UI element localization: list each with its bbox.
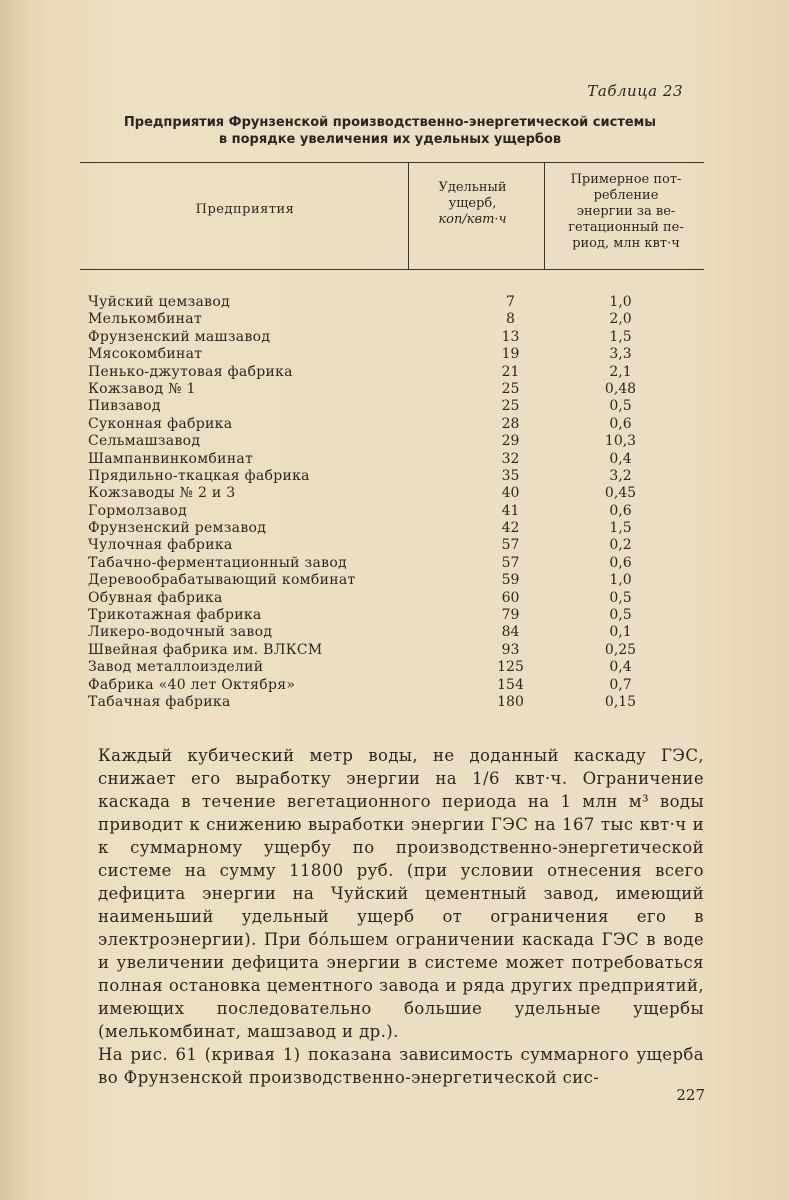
table-row: [88, 485, 708, 502]
table-row: [88, 433, 708, 450]
table-row: [88, 555, 708, 572]
table-row: [88, 468, 708, 485]
specific-damage: 154: [497, 676, 524, 693]
header-consumption-line-1: Примерное пот-: [570, 172, 682, 187]
table-row: [88, 381, 708, 398]
table-row: [88, 503, 708, 520]
enterprise-name: Обувная фабрика: [88, 589, 223, 606]
energy-consumption: 2,0: [609, 311, 632, 328]
specific-damage: 57: [501, 554, 520, 571]
table-row: [88, 659, 708, 676]
energy-consumption: 0,6: [609, 415, 632, 432]
specific-damage: 7: [506, 294, 515, 310]
specific-damage: 41: [501, 502, 520, 519]
caption-line-2: в порядке увеличения их удельных ущербов: [218, 132, 562, 147]
table-row: [88, 520, 708, 537]
specific-damage: 25: [501, 398, 520, 415]
enterprise-name: Шампанвинкомбинат: [88, 450, 254, 467]
energy-consumption: 0,5: [609, 398, 632, 415]
table-row: [88, 398, 708, 415]
enterprise-name: Завод металлоизделий: [88, 659, 264, 676]
page-number: 227: [676, 1086, 705, 1104]
enterprise-name: Чулочная фабрика: [88, 537, 233, 554]
column-divider-2: [544, 163, 545, 269]
table-number: Таблица 23: [587, 82, 683, 100]
specific-damage: 35: [501, 467, 520, 484]
table-row: [88, 364, 708, 381]
energy-consumption: 1,0: [609, 294, 632, 310]
enterprise-name: Табачно-ферментационный завод: [88, 554, 347, 571]
table-row: [88, 642, 708, 659]
header-consumption-line-3: энергии за ве-: [576, 204, 676, 219]
energy-consumption: 1,5: [609, 328, 632, 345]
paragraph-1: [98, 744, 704, 1043]
table-top-rule: [80, 162, 704, 163]
energy-consumption: 0,48: [604, 380, 637, 397]
column-divider-1: [408, 163, 409, 269]
enterprise-name: Чуйский цемзавод: [88, 294, 230, 310]
specific-damage: 19: [501, 346, 520, 363]
table-row: [88, 677, 708, 694]
energy-consumption: 0,7: [609, 676, 632, 693]
specific-damage: 125: [497, 659, 524, 676]
enterprise-name: Пенько-джутовая фабрика: [88, 363, 293, 380]
energy-consumption: 0,4: [609, 450, 632, 467]
specific-damage: 60: [501, 589, 520, 606]
paragraph-2-text: На рис. 61 (кривая 1) показана зависимость суммарного ущерба во Фрунзенской производственно-энергетической сис-: [98, 1045, 704, 1087]
enterprise-name: Кожзаводы № 2 и 3: [88, 485, 236, 502]
table-row: [88, 590, 708, 607]
specific-damage: 84: [501, 624, 520, 641]
enterprise-name: Суконная фабрика: [88, 415, 233, 432]
enterprise-name: Фрунзенский ремзавод: [88, 520, 267, 537]
energy-consumption: 0,2: [609, 537, 632, 554]
enterprise-name: Ликеро-водочный завод: [88, 624, 273, 641]
table-body: [88, 294, 708, 711]
energy-consumption: 3,2: [609, 467, 632, 484]
specific-damage: 25: [501, 380, 520, 397]
energy-consumption: 10,3: [604, 433, 637, 450]
header-consumption-line-2: ребление: [593, 188, 659, 203]
specific-damage: 59: [501, 572, 520, 589]
table-row: [88, 416, 708, 433]
header-damage: [410, 180, 535, 228]
enterprise-name: Мелькомбинат: [88, 311, 202, 328]
energy-consumption: 0,5: [609, 607, 632, 624]
specific-damage: 21: [501, 363, 520, 380]
table-row: [88, 451, 708, 468]
enterprise-name: Трикотажная фабрика: [88, 607, 262, 624]
enterprise-name: Мясокомбинат: [88, 346, 203, 363]
specific-damage: 57: [501, 537, 520, 554]
table-row: [88, 572, 708, 589]
table-row: [88, 311, 708, 328]
specific-damage: 28: [501, 415, 520, 432]
header-damage-line-3: коп/квт·ч: [438, 212, 507, 227]
table-caption: [80, 114, 700, 148]
header-damage-line-1: Удельный: [438, 180, 507, 195]
enterprise-name: Гормолзавод: [88, 502, 188, 519]
table-row: [88, 346, 708, 363]
energy-consumption: 0,45: [604, 485, 637, 502]
enterprise-name: Пивзавод: [88, 398, 161, 415]
enterprise-name: Табачная фабрика: [88, 693, 231, 710]
specific-damage: 13: [501, 328, 520, 345]
header-consumption-line-5: риод, млн квт·ч: [572, 236, 680, 251]
specific-damage: 32: [501, 450, 520, 467]
specific-damage: 29: [501, 433, 520, 450]
enterprise-name: Сельмашзавод: [88, 433, 201, 450]
energy-consumption: 0,1: [609, 624, 632, 641]
energy-consumption: 0,6: [609, 502, 632, 519]
header-damage-line-2: ущерб,: [448, 196, 497, 211]
energy-consumption: 2,1: [609, 363, 632, 380]
enterprise-name: Фрунзенский машзавод: [88, 328, 271, 345]
enterprise-name: Прядильно-ткацкая фабрика: [88, 467, 310, 484]
specific-damage: 93: [501, 641, 520, 658]
energy-consumption: 1,0: [609, 572, 632, 589]
specific-damage: 79: [501, 607, 520, 624]
specific-damage: 8: [506, 311, 515, 328]
paragraph-2: [98, 1043, 704, 1089]
enterprise-name: Швейная фабрика им. ВЛКСМ: [88, 641, 323, 658]
enterprise-name: Кожзавод № 1: [88, 380, 196, 397]
body-text: [98, 744, 704, 1089]
header-enterprise: Предприятия: [195, 202, 295, 217]
enterprise-name: Деревообрабатывающий комбинат: [88, 572, 356, 589]
energy-consumption: 3,3: [609, 346, 632, 363]
table-row: [88, 607, 708, 624]
table-row: [88, 624, 708, 641]
specific-damage: 42: [501, 520, 520, 537]
specific-damage: 40: [501, 485, 520, 502]
energy-consumption: 0,6: [609, 554, 632, 571]
header-consumption-line-4: гетационный пе-: [568, 220, 684, 235]
energy-consumption: 0,15: [604, 693, 637, 710]
energy-consumption: 0,4: [609, 659, 632, 676]
table-row: [88, 694, 708, 711]
table-header-rule: [80, 269, 704, 270]
paragraph-1-text: Каждый кубический метр воды, не доданный каскаду ГЭС, снижает его выработку энергии на 1/6 квт·ч. Ограничение каскада в течение вегетационного периода на 1 млн м³ воды приводит к снижению выработки энергии ГЭС на 167 тыс квт·ч и к суммарному ущербу по производственно-энергетической системе на сумму 11800 руб. (при условии отнесения всего дефицита энергии на Чуйский цементный завод, имеющий наименьший удельный ущерб от ограничения его в электроэнергии). При бо́льшем ограничении каскада ГЭС в воде и увеличении дефицита энергии в системе может потребоваться полная остановка цементного завода и ряда других предприятий, имеющих последовательно большие удельные ущербы (мелькомбинат, машзавод и др.).: [98, 746, 704, 1041]
energy-consumption: 0,5: [609, 589, 632, 606]
table-row: [88, 294, 708, 311]
caption-line-1: Предприятия Фрунзенской производственно-энергетической системы: [123, 115, 657, 130]
table-row: [88, 537, 708, 554]
energy-consumption: 0,25: [604, 641, 637, 658]
table-row: [88, 329, 708, 346]
header-consumption: [546, 172, 706, 252]
enterprise-name: Фабрика «40 лет Октября»: [88, 676, 296, 693]
specific-damage: 180: [497, 693, 524, 710]
energy-consumption: 1,5: [609, 520, 632, 537]
